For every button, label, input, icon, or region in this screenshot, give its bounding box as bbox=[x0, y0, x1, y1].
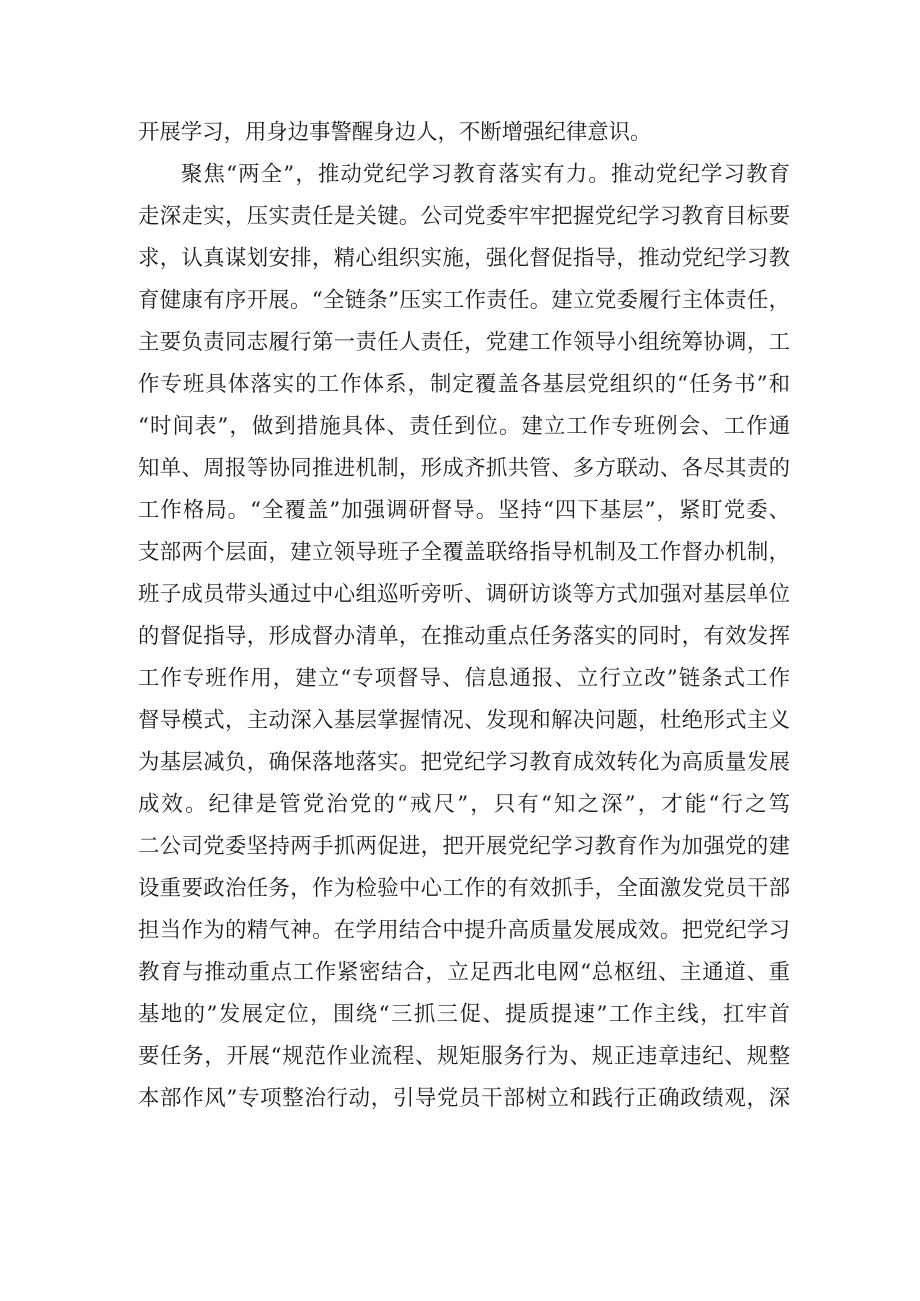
text-line: 走深走实，压实责任是关键。公司党委牢牢把握党纪学习教育目标要 bbox=[138, 204, 790, 229]
text-line: 成效。纪律是管党治党的“戒尺”，只有“知之深”，才能“行之笃 bbox=[138, 792, 790, 817]
text-line: 主要负责同志履行第一责任人责任，党建工作领导小组统筹协调，工 bbox=[138, 330, 790, 355]
text-line: 求，认真谋划安排，精心组织实施，强化督促指导，推动党纪学习教 bbox=[138, 246, 790, 271]
text-line: 督导模式，主动深入基层掌握情况、发现和解决问题，杜绝形式主义 bbox=[138, 708, 790, 733]
paragraph-start-line: 聚焦“两全”，推动党纪学习教育落实有力。推动党纪学习教育 bbox=[181, 162, 790, 187]
text-line: 本部作风”专项整治行动，引导党员干部树立和践行正确政绩观，深 bbox=[138, 1086, 790, 1111]
text-line: 基地的”发展定位，围绕“三抓三促、提质提速”工作主线，扛牢首 bbox=[138, 1002, 790, 1027]
text-line: 支部两个层面，建立领导班子全覆盖联络指导机制及工作督办机制， bbox=[138, 540, 790, 565]
text-line: 开展学习，用身边事警醒身边人，不断增强纪律意识。 bbox=[138, 120, 652, 145]
text-line: 二公司党委坚持两手抓两促进，把开展党纪学习教育作为加强党的建 bbox=[138, 834, 790, 859]
text-line: 设重要政治任务，作为检验中心工作的有效抓手，全面激发党员干部 bbox=[138, 876, 790, 901]
text-line: 教育与推动重点工作紧密结合，立足西北电网“总枢纽、主通道、重 bbox=[138, 960, 790, 985]
text-line: 担当作为的精气神。在学用结合中提升高质量发展成效。把党纪学习 bbox=[138, 918, 790, 943]
text-line: 知单、周报等协同推进机制，形成齐抓共管、多方联动、各尽其责的 bbox=[138, 456, 790, 481]
text-line: 要任务，开展“规范作业流程、规矩服务行为、规正违章违纪、规整 bbox=[138, 1044, 790, 1069]
text-line: 育健康有序开展。“全链条”压实工作责任。建立党委履行主体责任， bbox=[138, 288, 790, 313]
text-line: 为基层减负，确保落地落实。把党纪学习教育成效转化为高质量发展 bbox=[138, 750, 790, 775]
text-line: 工作专班作用，建立“专项督导、信息通报、立行立改”链条式工作 bbox=[138, 666, 790, 691]
text-line: “时间表”，做到措施具体、责任到位。建立工作专班例会、工作通 bbox=[138, 414, 790, 439]
text-line: 作专班具体落实的工作体系，制定覆盖各基层党组织的“任务书”和 bbox=[138, 372, 790, 397]
text-line: 班子成员带头通过中心组巡听旁听、调研访谈等方式加强对基层单位 bbox=[138, 582, 790, 607]
text-line: 的督促指导，形成督办清单，在推动重点任务落实的同时，有效发挥 bbox=[138, 624, 790, 649]
body-text bbox=[138, 112, 790, 1120]
text-line: 工作格局。“全覆盖”加强调研督导。坚持“四下基层”，紧盯党委、 bbox=[138, 498, 790, 523]
